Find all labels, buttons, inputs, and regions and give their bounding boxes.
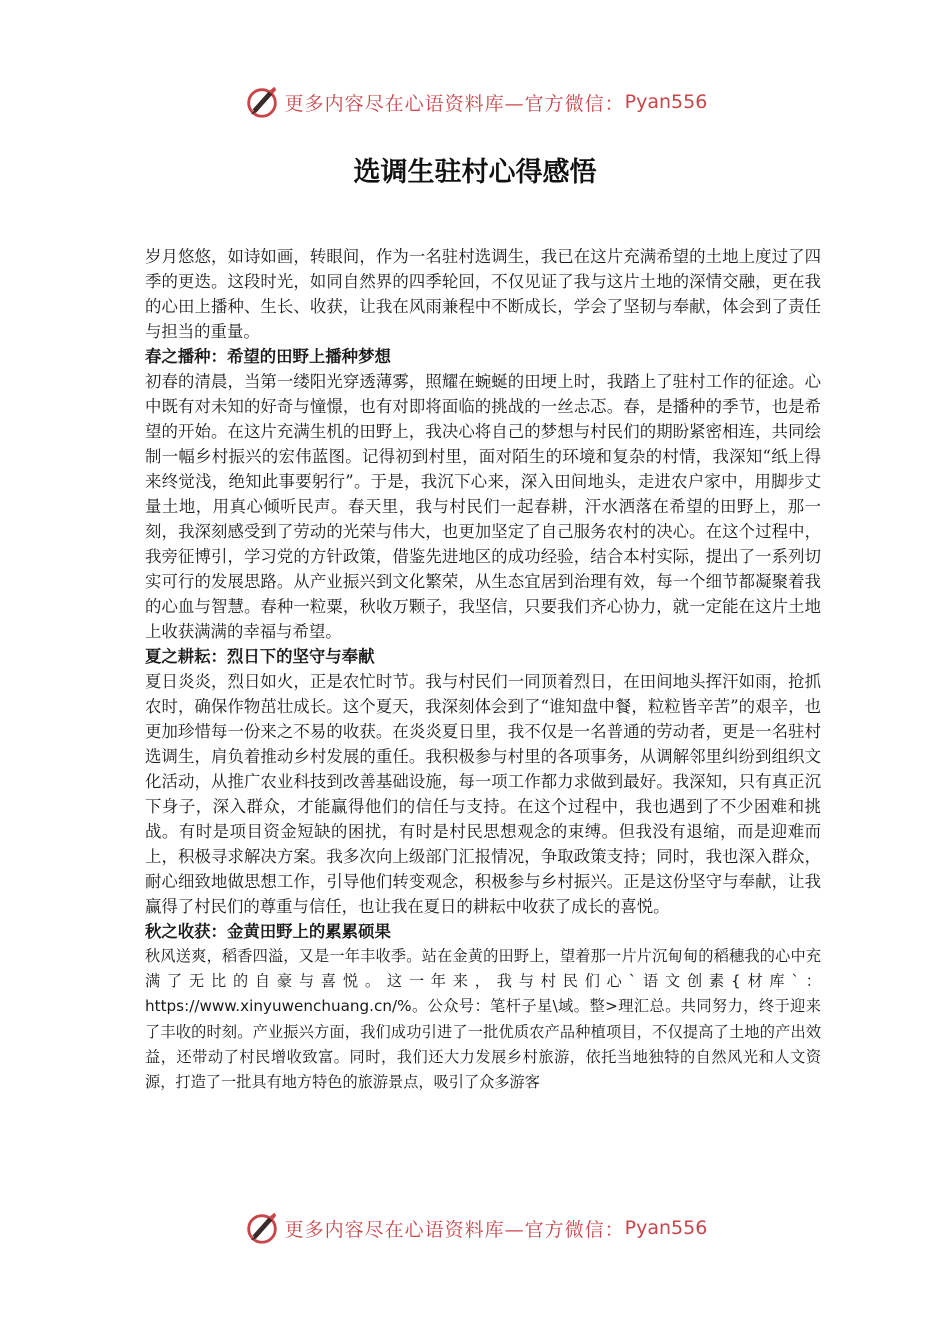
- section-body-spring: 初春的清晨，当第一缕阳光穿透薄雾，照耀在蜿蜒的田埂上时，我踏上了驻村工作的征途。心中既有对未知的好奇与憧憬，也有对即将面临的挑战的一丝忐忑。春，是播种的季节，也是希望的开始。在这片充满生机的田野上，我决心将自己的梦想与村民们的期盼紧密相连，共同绘制一幅乡村振兴的宏伟蓝图。记得初到村里，面对陌生的环境和复杂的村情，我深知“纸上得来终觉浅，绝知此事要躬行”。于是，我沉下心来，深入田间地头，走进农户家中，用脚步丈量土地，用真心倾听民声。春天里，我与村民们一起春耕，汗水洒落在希望的田野上，那一刻，我深刻感受到了劳动的光荣与伟大，也更加坚定了自己服务农村的决心。在这个过程中，我旁征博引，学习党的方针政策，借鉴先进地区的成功经验，结合本村实际，提出了一系列切实可行的发展思路。从产业振兴到文化繁荣，从生态宜居到治理有效，每一个细节都凝聚着我的心血与智慧。春种一粒粟，秋收万颗子，我坚信，只要我们齐心协力，就一定能在这片土地上收获满满的幸福与希望。: [145, 372, 821, 641]
- pen-seal-logo-icon: [243, 83, 281, 121]
- header-banner-text: 更多内容尽在心语资料库—官方微信：: [284, 92, 625, 115]
- document-body: [145, 244, 821, 1095]
- footer-wechat-id: Pyan556: [624, 1217, 708, 1239]
- section-body-autumn: 秋风送爽，稻香四溢，又是一年丰收季。站在金黄的田野上，望着那一片片沉甸甸的稻穗我的心中充满了无比的自豪与喜悦。这一年来，我与村民们心`语文创素{材库`：https://www.xinyuwenchuang.cn/%。公众号：笔杆子星\域。整>理汇总。共同努力，终于迎来了丰收的时刻。产业振兴方面，我们成功引进了一批优质农产品种植项目，不仅提高了土地的产出效益，还带动了村民增收致富。同时，我们还大力发展乡村旅游，依托当地独特的自然风光和人文资源，打造了一批具有地方特色的旅游景点，吸引了众多游客: [145, 947, 821, 1092]
- intro-paragraph: 岁月悠悠，如诗如画，转眼间，作为一名驻村选调生，我已在这片充满希望的土地上度过了四季的更迭。这段时光，如同自然界的四季轮回，不仅见证了我与这片土地的深情交融，更在我的心田上播种、生长、收获，让我在风雨兼程中不断成长，学会了坚韧与奉献，体会到了责任与担当的重量。: [145, 247, 821, 341]
- document-title: 选调生驻村心得感悟: [353, 157, 597, 188]
- footer-banner: [0, 1208, 950, 1248]
- footer-banner-text: 更多内容尽在心语资料库—官方微信：: [284, 1218, 625, 1241]
- section-heading-spring: 春之播种：希望的田野上播种梦想: [145, 347, 391, 366]
- pen-seal-logo-icon: [243, 1209, 281, 1247]
- header-banner: [0, 82, 950, 122]
- section-body-summer: 夏日炎炎，烈日如火，正是农忙时节。我与村民们一同顶着烈日，在田间地头挥汗如雨，抢抓农时，确保作物茁壮成长。这个夏天，我深刻体会到了“谁知盘中餐，粒粒皆辛苦”的艰辛，也更加珍惜每一份来之不易的收获。在炎炎夏日里，我不仅是一名普通的劳动者，更是一名驻村选调生，肩负着推动乡村发展的重任。我积极参与村里的各项事务，从调解邻里纠纷到组织文化活动，从推广农业科技到改善基础设施，每一项工作都力求做到最好。我深知，只有真正沉下身子，深入群众，才能赢得他们的信任与支持。在这个过程中，我也遇到了不少困难和挑战。有时是项目资金短缺的困扰，有时是村民思想观念的束缚。但我没有退缩，而是迎难而上，积极寻求解决方案。我多次向上级部门汇报情况，争取政策支持；同时，我也深入群众，耐心细致地做思想工作，引导他们转变观念，积极参与乡村振兴。正是这份坚守与奉献，让我赢得了村民们的尊重与信任，也让我在夏日的耕耘中收获了成长的喜悦。: [145, 672, 821, 916]
- section-heading-summer: 夏之耕耘：烈日下的坚守与奉献: [145, 647, 375, 666]
- section-heading-autumn: 秋之收获：金黄田野上的累累硕果: [145, 922, 391, 941]
- header-wechat-id: Pyan556: [624, 91, 708, 113]
